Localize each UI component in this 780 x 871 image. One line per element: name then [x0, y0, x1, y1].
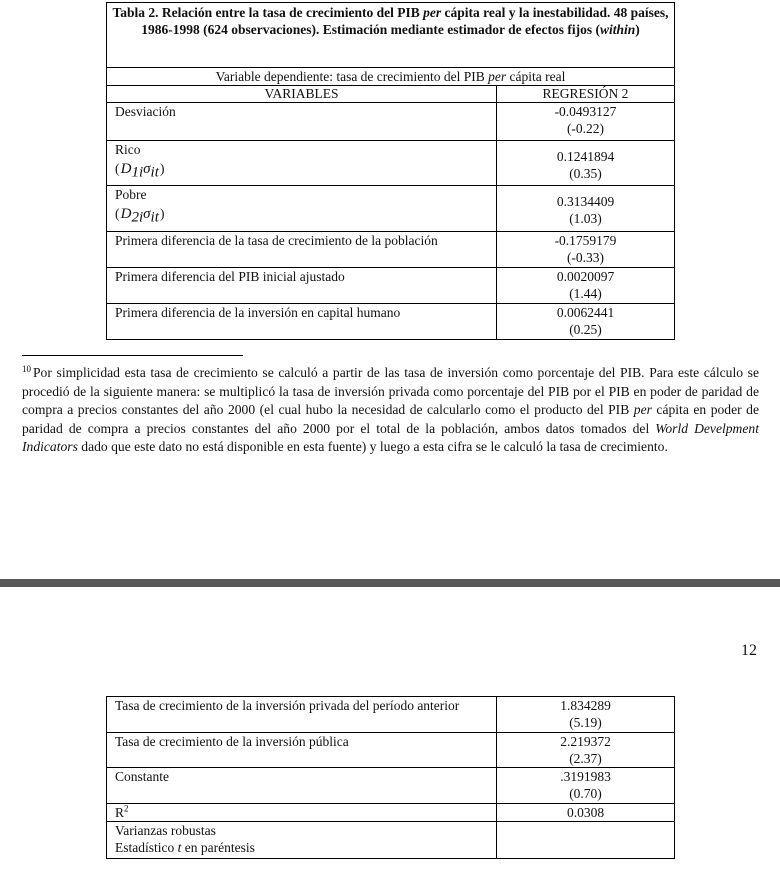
table-notes	[107, 822, 497, 859]
footnote-source: World Develpment Indicators	[22, 420, 759, 455]
row-value	[497, 268, 675, 304]
table-row	[107, 768, 675, 804]
row-label: Primera diferencia del PIB inicial ajustado	[107, 268, 497, 304]
t-statistic: (0.25)	[569, 322, 602, 337]
row-value	[497, 733, 675, 768]
note-robust-variances: Varianzas robustas	[115, 823, 216, 838]
row-value	[497, 768, 675, 804]
page-number: 12	[741, 642, 757, 659]
coefficient: 0.1241894	[556, 149, 615, 164]
regression-table-top	[106, 2, 675, 340]
row-label	[107, 141, 497, 186]
empty-cell	[497, 822, 675, 859]
row-label	[107, 186, 497, 232]
column-header-variables: VARIABLES	[107, 86, 497, 103]
coefficient: 0.0062441	[556, 305, 615, 320]
coefficient: 0.0020097	[556, 269, 615, 284]
table-row	[107, 141, 675, 186]
footnote-separator	[22, 355, 243, 356]
regression-table-bottom	[106, 696, 675, 859]
coefficient: -0.1759179	[554, 233, 617, 248]
column-header-regression: REGRESIÓN 2	[497, 86, 675, 103]
r-squared-value: 0.0308	[497, 804, 675, 822]
row-label: Constante	[107, 768, 497, 804]
note-t-statistic: Estadístico t en paréntesis	[115, 840, 255, 855]
table-row	[107, 268, 675, 304]
t-statistic: (-0.33)	[566, 250, 605, 265]
row-label-text: Pobre	[115, 187, 147, 202]
footnote: $^{10}$ Por simplicidad esta tasa de crecimiento se calculó a partir de las tasa de inversión como porcentaje del PIB. Para este cálculo se procedió de la siguiente manera: se multiplicó la tasa de inversión privada como porcentaje del PIB por el PIB en poder de paridad de compra a precios constantes del año 2000 (el cual hubo la necesidad de calcularlo como el producto del PIB per cápita en poder de paridad de compra a precios constantes del año 2000 por el total de la población, ambos datos tomados del World Develpment Indicators dado que este dato no está disponible en esta fuente) y luego a esta cifra se le calculó la tasa de crecimiento.	[22, 364, 759, 455]
t-statistic: (5.19)	[569, 715, 602, 730]
table-title: Tabla 2. Relación entre la tasa de crecimiento del PIB per cápita real y la inestabilidad. 48 países, 1986-1998 (624 observaciones). Estimación mediante estimador de efectos fijos (within)	[107, 3, 675, 68]
row-label: Primera diferencia de la inversión en capital humano	[107, 304, 497, 340]
r-squared-label: $R^2$	[107, 804, 497, 822]
t-statistic: (0.70)	[569, 786, 602, 801]
math-expression: ( $D_{2i}\sigma_{it}$ )	[115, 206, 165, 226]
row-value	[497, 304, 675, 340]
t-statistic: (-0.22)	[566, 121, 605, 136]
table-row-notes	[107, 822, 675, 859]
coefficient: 1.834289	[560, 698, 611, 713]
row-value	[497, 186, 675, 232]
row-label: Desviación	[107, 103, 497, 141]
table-row	[107, 103, 675, 141]
row-label-text: Rico	[115, 142, 141, 157]
table-row	[107, 697, 675, 733]
coefficient: .3191983	[560, 769, 611, 784]
table-row	[107, 733, 675, 768]
table-row-r2	[107, 804, 675, 822]
coefficient: 0.3134409	[556, 194, 615, 209]
row-value	[497, 232, 675, 268]
table-row	[107, 186, 675, 232]
dependent-variable-label: Variable dependiente: tasa de crecimiento del PIB per cápita real	[107, 68, 675, 86]
row-label: Tasa de crecimiento de la inversión pública	[107, 733, 497, 768]
row-label: Tasa de crecimiento de la inversión privada del período anterior	[107, 697, 497, 733]
row-label: Primera diferencia de la tasa de crecimiento de la población	[107, 232, 497, 268]
t-statistic: (0.35)	[569, 166, 602, 181]
coefficient: 2.219372	[560, 734, 611, 749]
row-value	[497, 141, 675, 186]
table-row	[107, 304, 675, 340]
footnote-number: 10	[22, 364, 31, 374]
row-value	[497, 697, 675, 733]
coefficient: -0.0493127	[554, 104, 617, 119]
row-value	[497, 103, 675, 141]
math-expression: ( $D_{1i}\sigma_{it}$ )	[115, 161, 165, 181]
t-statistic: (1.03)	[569, 211, 602, 226]
table-row	[107, 232, 675, 268]
page-break-bar	[0, 579, 780, 587]
t-statistic: (1.44)	[569, 286, 602, 301]
t-statistic: (2.37)	[569, 751, 602, 766]
